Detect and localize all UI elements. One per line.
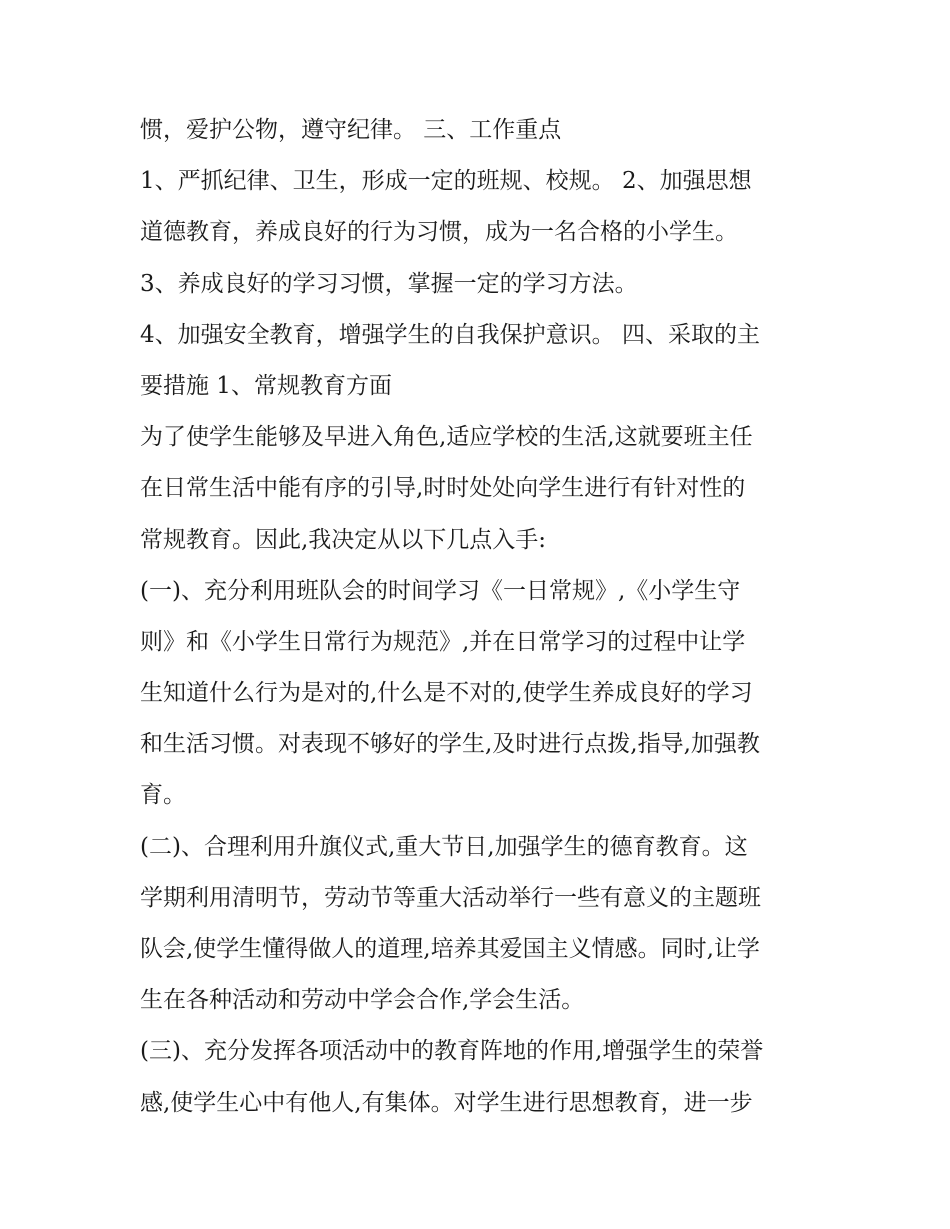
text-line: 惯，爱护公物，遵守纪律。 三、工作重点 [140, 117, 562, 143]
text-line: 则》和《小学生日常行为规范》,并在日常学习的过程中让学 [140, 628, 746, 655]
text-line: 队会,使学生懂得做人的道理,培养其爱国主义情感。同时,让学 [140, 936, 760, 962]
text-line: 育。 [140, 782, 186, 809]
text-line: 1、严抓纪律、卫生，形成一定的班规、校规。 2、加强思想 [140, 168, 752, 195]
text-line: (三)、充分发挥各项活动中的教育阵地的作用,增强学生的荣誉 [140, 1038, 764, 1065]
text-line: (一)、充分利用班队会的时间学习《一日常规》,《小学生守 [140, 577, 741, 604]
text-line: 生在各种活动和劳动中学会合作,学会生活。 [140, 987, 585, 1014]
text-line: 常规教育。因此,我决定从以下几点入手: [140, 526, 547, 553]
text-line: 在日常生活中能有序的引导,时时处处向学生进行有针对性的 [140, 475, 746, 502]
text-line: 道德教育，养成良好的行为习惯，成为一名合格的小学生。 [140, 219, 738, 246]
text-line: 要措施 1、常规教育方面 [140, 372, 392, 399]
text-line: 4、加强安全教育，增强学生的自我保护意识。 四、采取的主 [140, 321, 760, 348]
text-line: (二)、合理利用升旗仪式,重大节日,加强学生的德育教育。这 [140, 833, 748, 860]
text-line: 3、养成良好的学习习惯，掌握一定的学习方法。 [140, 270, 638, 297]
text-line: 生知道什么行为是对的,什么是不对的,使学生养成良好的学习 [140, 680, 753, 707]
text-line: 感,使学生心中有他人,有集体。对学生进行思想教育，进一步 [140, 1089, 753, 1116]
text-line: 和生活习惯。对表现不够好的学生,及时进行点拨,指导,加强教 [140, 731, 760, 758]
text-line: 学期利用清明节，劳动节等重大活动举行一些有意义的主题班 [140, 884, 761, 911]
document-body [140, 105, 820, 1129]
text-line: 为了使学生能够及早进入角色,适应学校的生活,这就要班主任 [140, 424, 753, 451]
